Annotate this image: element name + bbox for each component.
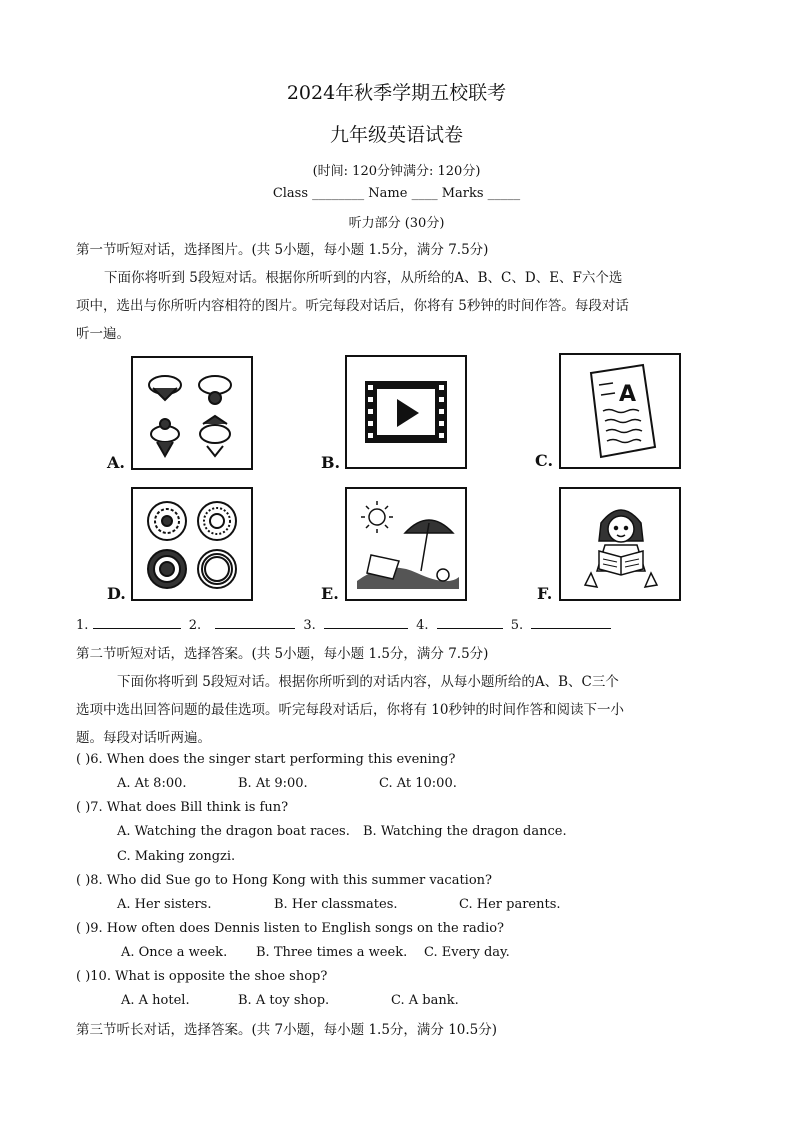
q9-option-a[interactable]: A. Once a week.	[121, 945, 228, 960]
q6-option-c[interactable]: C. At 10:00.	[379, 776, 457, 791]
time-info: (时间: 120分钟满分: 120分)	[312, 164, 481, 179]
picture-f-label: F.	[537, 584, 553, 603]
answer-3-label: 3.	[303, 618, 316, 633]
q8-option-b[interactable]: B. Her classmates.	[274, 897, 398, 912]
answer-2-blank[interactable]	[215, 617, 295, 629]
picture-c-label: C.	[535, 451, 554, 470]
picture-f	[559, 487, 681, 601]
q10-option-a[interactable]: A. A hotel.	[121, 993, 190, 1008]
answer-5-blank[interactable]	[531, 617, 611, 629]
q7-option-b[interactable]: B. Watching the dragon dance.	[363, 824, 567, 839]
picture-d	[131, 487, 253, 601]
plates-icon	[133, 489, 251, 599]
answer-5-label: 5.	[510, 618, 524, 633]
section3-heading: 第三节听长对话，选择答案。(共 7小题，每小题 1.5分，满分 10.5分)	[76, 1022, 498, 1038]
q8-option-a[interactable]: A. Her sisters.	[117, 897, 212, 912]
section2-instruction-line2: 选项中选出回答问题的最佳选项。听完每段对话后，你将有 10秒钟的时间作答和阅读下一小	[76, 702, 624, 718]
q9-option-c[interactable]: C. Every day.	[424, 945, 510, 960]
picture-a-label: A.	[107, 453, 125, 472]
svg-text:A: A	[619, 382, 637, 407]
picture-d-label: D.	[107, 584, 126, 603]
answer-1-blank[interactable]	[93, 617, 181, 629]
exam-title: 2024年秋季学期五校联考	[286, 82, 507, 104]
section1-heading: 第一节听短对话，选择图片。(共 5小题，每小题 1.5分，满分 7.5分)	[76, 242, 489, 258]
section1-instruction-line2: 项中，选出与你所听内容相符的图片。听完每段对话后，你将有 5秒钟的时间作答。每段对话	[76, 298, 629, 314]
section2-instruction-line3: 题。每段对话听两遍。	[76, 730, 211, 746]
q6-option-b[interactable]: B. At 9:00.	[238, 776, 308, 791]
picture-c	[559, 353, 681, 469]
picture-b	[345, 355, 467, 469]
listening-part-title: 听力部分 (30分)	[348, 216, 445, 231]
q7-option-a[interactable]: A. Watching the dragon boat races.	[117, 824, 350, 839]
picture-a	[131, 356, 253, 470]
q6-option-a[interactable]: A. At 8:00.	[117, 776, 187, 791]
answer-4-blank[interactable]	[437, 617, 503, 629]
section1-instruction-line3: 听一遍。	[76, 326, 130, 342]
picture-b-label: B.	[321, 453, 341, 472]
q7-option-c[interactable]: C. Making zongzi.	[117, 849, 236, 864]
kites-icon	[133, 358, 251, 468]
exam-subtitle: 九年级英语试卷	[329, 124, 463, 146]
q10-option-c[interactable]: C. A bank.	[391, 993, 459, 1008]
paper-grade-a-icon	[561, 355, 679, 467]
picture-e	[345, 487, 467, 601]
answer-4-label: 4.	[416, 618, 429, 633]
answer-1-label: 1.	[76, 618, 89, 633]
question-7: ( )7. What does Bill think is fun?	[76, 800, 289, 815]
section2-heading: 第二节听短对话，选择答案。(共 5小题，每小题 1.5分，满分 7.5分)	[76, 646, 489, 662]
q9-option-b[interactable]: B. Three times a week.	[256, 945, 408, 960]
class-name-marks-line: Class ________ Name ____ Marks _____	[272, 186, 521, 201]
section1-instruction-line1: 下面你将听到 5段短对话。根据你所听到的内容，从所给的A、B、C、D、E、F六个选	[104, 270, 623, 286]
girl-reading-icon	[561, 489, 679, 599]
answer-2-label: 2.	[188, 618, 202, 633]
play-video-icon	[347, 357, 465, 467]
answer-3-blank[interactable]	[324, 617, 408, 629]
question-8: ( )8. Who did Sue go to Hong Kong with this summer vacation?	[76, 873, 492, 888]
section2-instruction-line1: 下面你将听到 5段短对话。根据你所听到的对话内容，从每小题所给的A、B、C三个	[117, 674, 619, 690]
picture-e-label: E.	[321, 584, 339, 603]
q8-option-c[interactable]: C. Her parents.	[459, 897, 561, 912]
beach-umbrella-icon	[347, 489, 465, 599]
answer-line	[76, 617, 611, 633]
question-10: ( )10. What is opposite the shoe shop?	[76, 969, 328, 984]
q10-option-b[interactable]: B. A toy shop.	[238, 993, 330, 1008]
question-6: ( )6. When does the singer start performing this evening?	[76, 752, 456, 767]
question-9: ( )9. How often does Dennis listen to English songs on the radio?	[76, 921, 505, 936]
